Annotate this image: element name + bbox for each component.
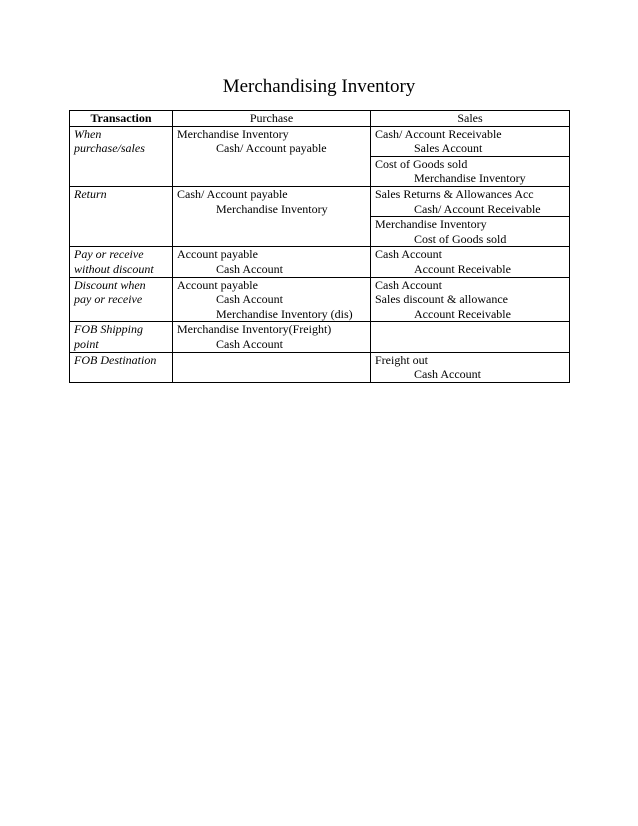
purchase-entry-cell [173, 352, 371, 382]
credit-line: Cash Account [216, 261, 283, 276]
debit-line: Merchandise Inventory [375, 217, 487, 232]
debit-line: Sales Returns & Allowances Acc [375, 186, 534, 201]
sales-entry-cell [371, 126, 570, 156]
debit-line: Account payable [177, 247, 258, 262]
sales-entry-cell [371, 156, 570, 186]
debit-line: Cash Account [375, 277, 442, 292]
transaction-cell [70, 247, 173, 277]
transaction-cell [70, 352, 173, 382]
purchase-entry-cell [173, 247, 371, 277]
sales-entry-cell [371, 217, 570, 247]
transaction-line: FOB Destination [74, 352, 157, 367]
credit-line: Merchandise Inventory (dis) [216, 306, 353, 321]
transaction-cell [70, 277, 173, 322]
credit-line: Cost of Goods sold [414, 231, 507, 246]
purchase-entry-cell [173, 322, 371, 352]
credit-line: Cash Account [216, 336, 283, 351]
table-header-row [70, 111, 570, 127]
credit-line: Account Receivable [414, 261, 511, 276]
debit-line: Cash/ Account Receivable [375, 126, 502, 141]
credit-line: Merchandise Inventory [216, 201, 328, 216]
transaction-line: pay or receive [74, 292, 143, 307]
table-row [70, 186, 570, 216]
debit-line: Freight out [375, 352, 428, 367]
credit-line: Account Receivable [414, 306, 511, 321]
transaction-line: purchase/sales [74, 141, 145, 156]
transaction-line: When [74, 126, 102, 141]
table-row [70, 126, 570, 156]
credit-line: Merchandise Inventory [414, 171, 526, 186]
column-header-transaction: Transaction [70, 111, 173, 127]
table-row [70, 247, 570, 277]
purchase-entry-cell [173, 186, 371, 246]
transaction-cell [70, 322, 173, 352]
transaction-cell [70, 186, 173, 246]
column-header-sales: Sales [371, 111, 570, 127]
transaction-line: FOB Shipping [74, 322, 143, 337]
transaction-line: Return [74, 186, 107, 201]
debit-line: Cost of Goods sold [375, 156, 468, 171]
debit-line: Merchandise Inventory [177, 126, 289, 141]
credit-line: Cash/ Account Receivable [414, 201, 541, 216]
sales-entry-cell [371, 352, 570, 382]
table-row [70, 322, 570, 352]
sales-entry-cell [371, 322, 570, 352]
sales-entry-cell [371, 186, 570, 216]
sales-entry-cell [371, 277, 570, 322]
debit-line: Sales discount & allowance [375, 292, 508, 307]
sales-entry-cell [371, 247, 570, 277]
credit-line: Cash Account [216, 292, 283, 307]
page-title: Merchandising Inventory [222, 76, 416, 97]
transaction-line: point [74, 336, 99, 351]
transaction-line: without discount [74, 261, 154, 276]
table-row [70, 277, 570, 322]
credit-line: Cash/ Account payable [216, 141, 327, 156]
debit-line: Cash/ Account payable [177, 186, 288, 201]
journal-entries-table [69, 110, 570, 383]
column-header-purchase: Purchase [173, 111, 371, 127]
debit-line: Merchandise Inventory(Freight) [177, 322, 332, 337]
purchase-entry-cell [173, 277, 371, 322]
debit-line: Cash Account [375, 247, 442, 262]
purchase-entry-cell [173, 126, 371, 186]
credit-line: Cash Account [414, 367, 481, 382]
transaction-line: Discount when [74, 277, 146, 292]
transaction-cell [70, 126, 173, 186]
transaction-line: Pay or receive [74, 247, 144, 262]
credit-line: Sales Account [414, 141, 483, 156]
table-row [70, 352, 570, 382]
debit-line: Account payable [177, 277, 258, 292]
